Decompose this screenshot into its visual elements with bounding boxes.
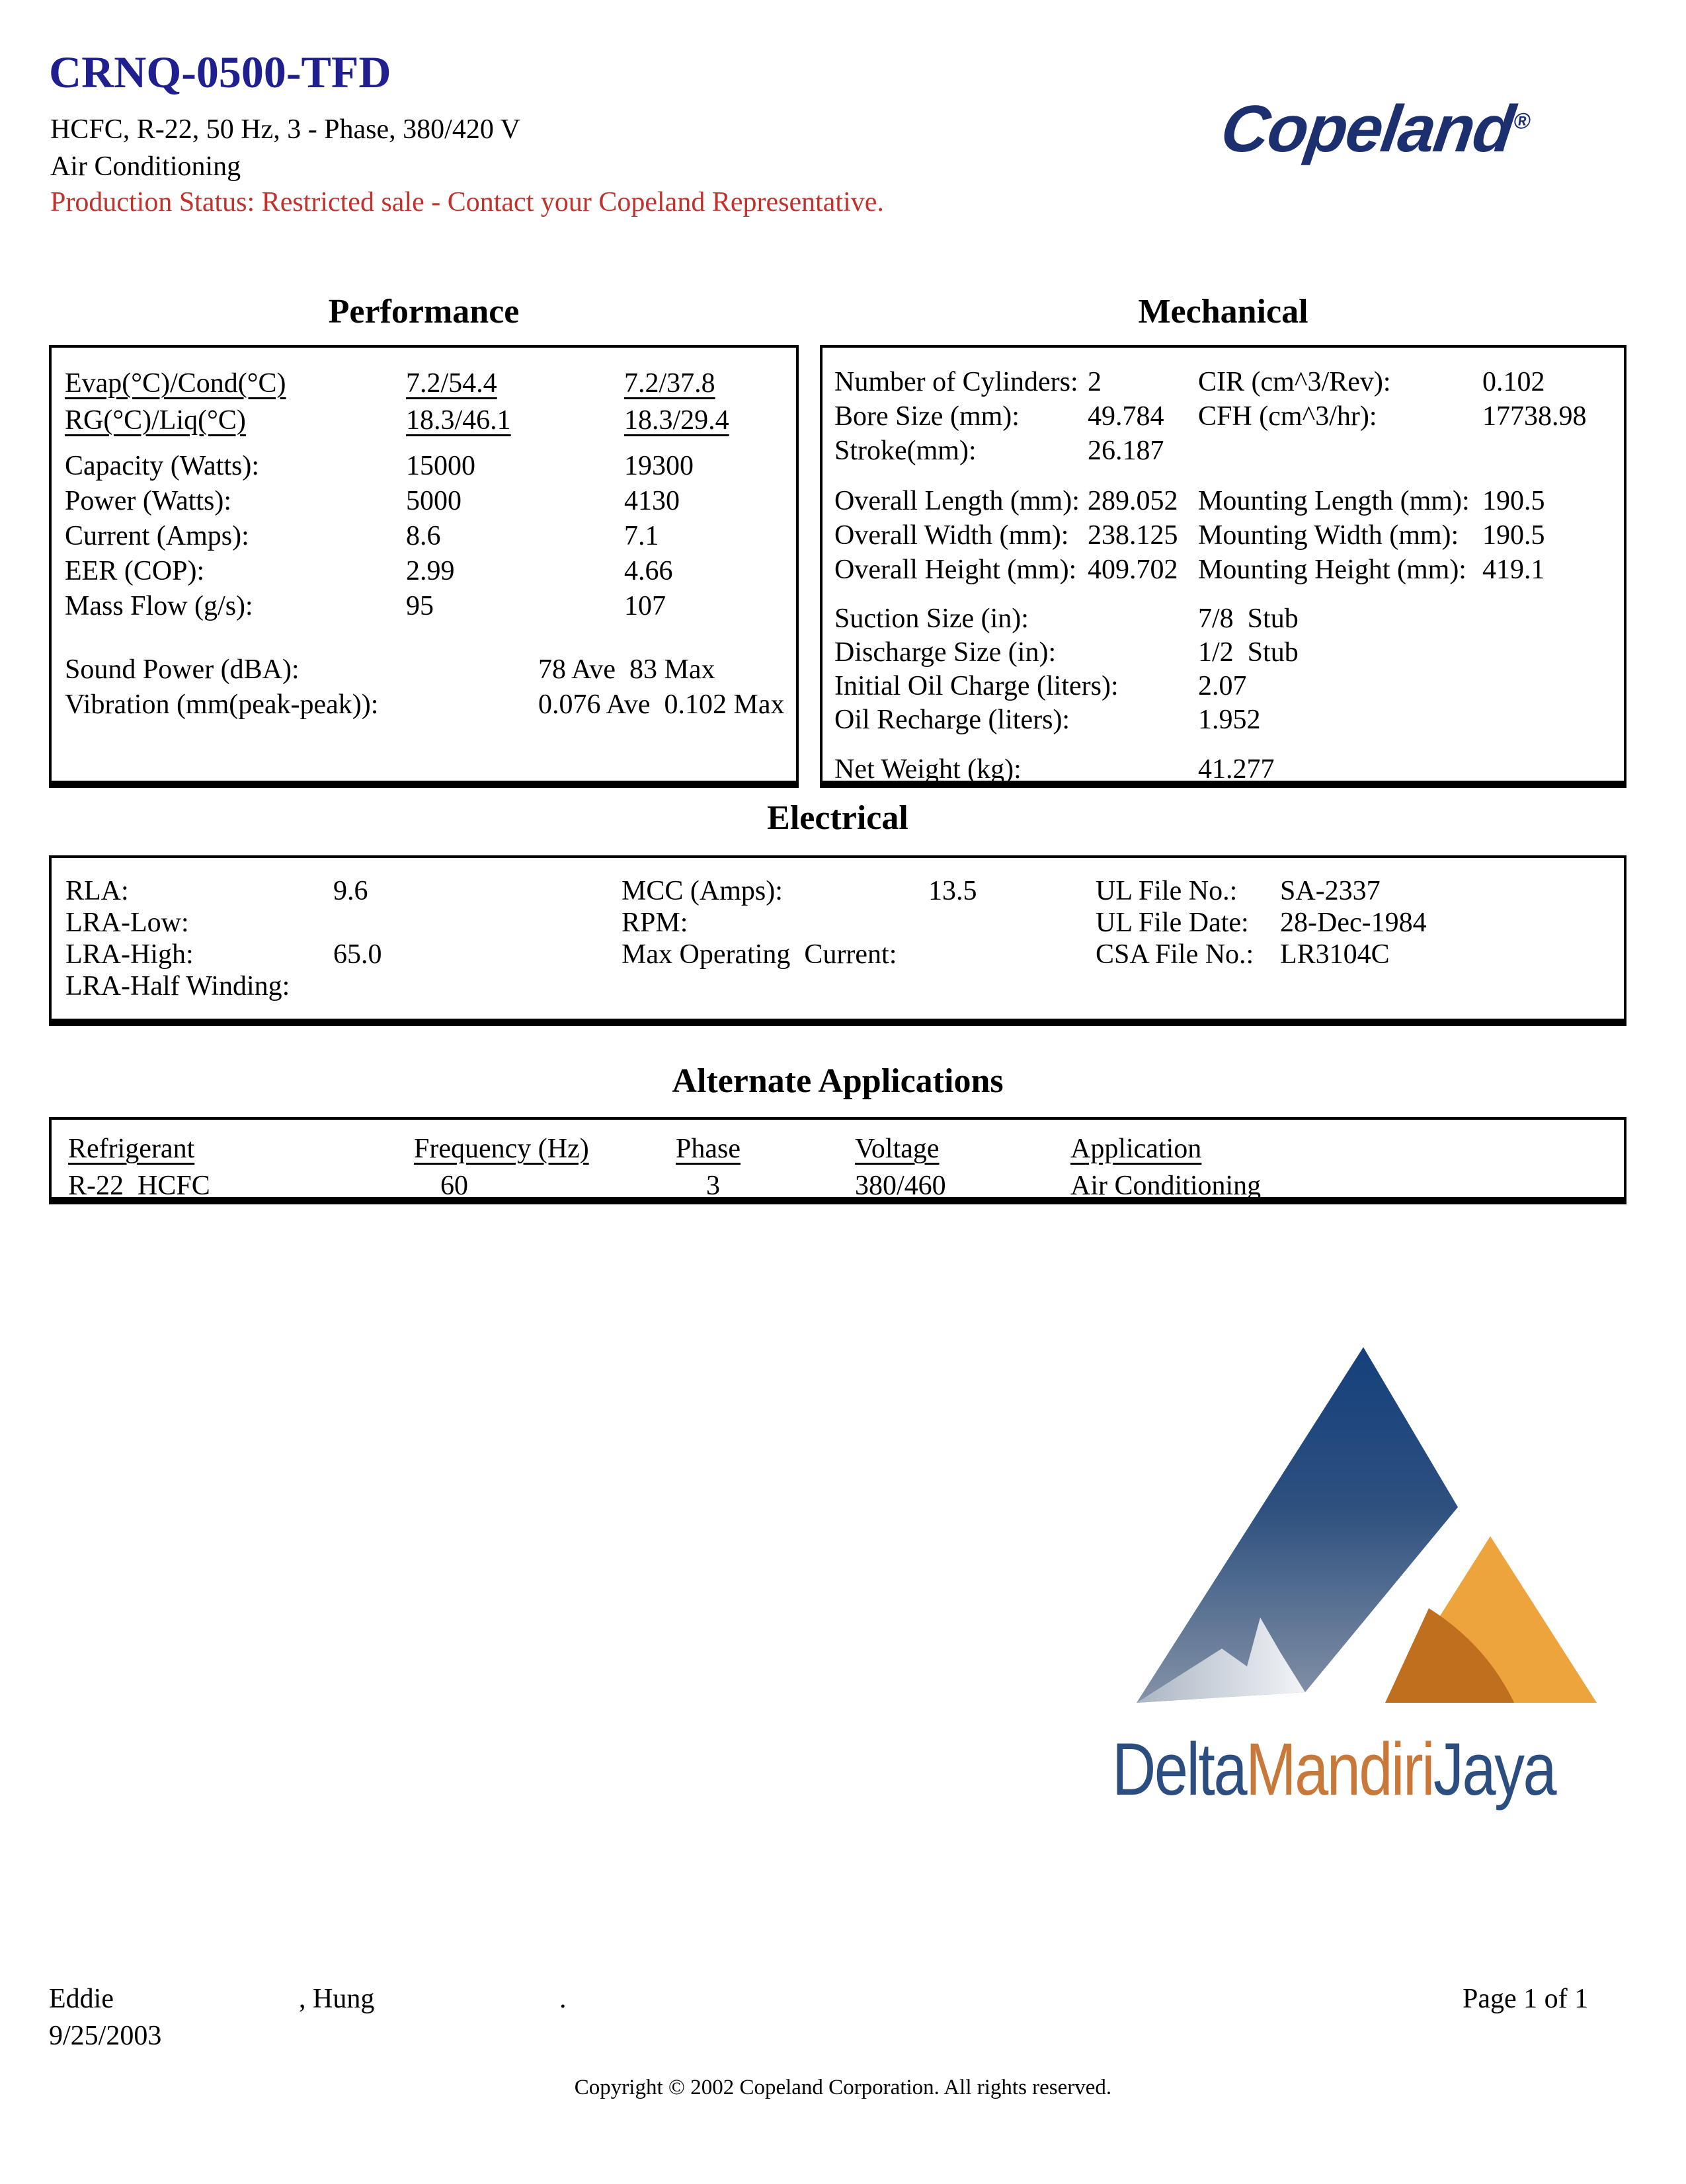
mech-label-right: Mounting Width (mm):	[1198, 520, 1459, 551]
alt-header-voltage: Voltage	[855, 1134, 940, 1164]
spacer	[834, 468, 1624, 484]
mech-label-left: Overall Height (mm):	[834, 555, 1077, 585]
alternate-header-row	[68, 1129, 1624, 1169]
mech-value: 1.952	[1198, 704, 1261, 735]
performance-metric-row	[65, 588, 796, 623]
elec-label-2: MCC (Amps):	[622, 876, 783, 906]
metric-value-2: 4130	[624, 485, 680, 516]
copeland-wordmark: Copeland	[1217, 92, 1518, 166]
mech-value-right: 419.1	[1482, 555, 1545, 585]
elec-label-1: LRA-Low:	[65, 908, 189, 938]
mechanical-row	[834, 602, 1624, 635]
mech-label-left: Stroke(mm):	[834, 436, 977, 466]
mechanical-row	[834, 484, 1624, 518]
mech-value-left: 238.125	[1088, 520, 1178, 551]
condition-value-1: 18.3/46.1	[406, 405, 511, 436]
refrigerant-subtitle: HCFC, R-22, 50 Hz, 3 - Phase, 380/420 V	[50, 114, 520, 145]
mechanical-row	[834, 518, 1624, 553]
metric-value-1: 2.99	[406, 555, 455, 586]
mech-label-left: Bore Size (mm):	[834, 401, 1020, 432]
logo-word-mandiri: Mandiri	[1246, 1728, 1434, 1811]
elec-label-1: RLA:	[65, 876, 129, 906]
extra-value: 78 Ave 83 Max	[538, 654, 715, 685]
mech-value: 41.277	[1198, 754, 1275, 785]
condition-label: RG(°C)/Liq(°C)	[65, 405, 246, 436]
mech-value-right: 17738.98	[1482, 401, 1587, 432]
performance-metric-row	[65, 518, 796, 553]
mech-value: 7/8 Stub	[1198, 603, 1299, 634]
mechanical-row	[834, 365, 1624, 399]
extra-value: 0.076 Ave 0.102 Max	[538, 689, 785, 720]
mechanical-section-title: Mechanical	[1138, 293, 1308, 331]
electrical-row	[65, 875, 1624, 907]
electrical-row	[65, 970, 1624, 1002]
performance-metric-row	[65, 448, 796, 483]
footer-date: 9/25/2003	[49, 2021, 162, 2051]
performance-condition-row	[65, 402, 796, 439]
performance-condition-row	[65, 365, 796, 402]
elec-label-3: CSA File No.:	[1096, 939, 1254, 970]
elec-value-3: 28-Dec-1984	[1280, 908, 1427, 938]
performance-metric-row	[65, 483, 796, 518]
mechanical-row	[834, 752, 1624, 786]
spacer	[65, 439, 796, 448]
electrical-row	[65, 939, 1624, 970]
mech-label-left: Number of Cylinders:	[834, 367, 1078, 397]
alt-header-frequency: Frequency (Hz)	[414, 1134, 589, 1164]
alt-frequency: 60	[440, 1171, 468, 1201]
metric-value-2: 4.66	[624, 555, 673, 586]
mech-label-right: CFH (cm^3/hr):	[1198, 401, 1377, 432]
extra-label: Sound Power (dBA):	[65, 654, 300, 685]
mechanical-row	[834, 669, 1624, 703]
elec-value-1: 65.0	[333, 939, 382, 970]
alt-header-refrigerant: Refrigerant	[68, 1134, 195, 1164]
mech-label: Initial Oil Charge (liters):	[834, 670, 1119, 701]
mechanical-row	[834, 553, 1624, 587]
alternate-box	[49, 1117, 1626, 1204]
performance-extra-row	[65, 652, 796, 687]
mech-value-left: 26.187	[1088, 436, 1164, 466]
spacer	[65, 623, 796, 652]
alternate-data-row	[68, 1169, 1624, 1203]
performance-section-title: Performance	[328, 293, 520, 331]
mech-value-left: 49.784	[1088, 401, 1164, 432]
condition-value-2: 7.2/37.8	[624, 368, 715, 399]
footer-name-first: Eddie	[49, 1984, 114, 2014]
mech-label-right: CIR (cm^3/Rev):	[1198, 367, 1391, 397]
metric-value-2: 19300	[624, 450, 694, 481]
electrical-row	[65, 907, 1624, 939]
elec-label-2: RPM:	[622, 908, 688, 938]
metric-value-2: 107	[624, 590, 666, 621]
mechanical-row	[834, 434, 1624, 468]
mech-label-right: Mounting Height (mm):	[1198, 555, 1466, 585]
electrical-section-title: Electrical	[767, 799, 908, 837]
elec-label-2: Max Operating Current:	[622, 939, 897, 970]
mechanical-row	[834, 635, 1624, 669]
mech-value: 1/2 Stub	[1198, 637, 1299, 668]
mech-label-left: Overall Length (mm):	[834, 486, 1080, 516]
delta-mandiri-jaya-wordmark	[1112, 1727, 1555, 1812]
mech-label: Oil Recharge (liters):	[834, 704, 1070, 735]
metric-label: Power (Watts):	[65, 485, 232, 516]
application-subtitle: Air Conditioning	[50, 151, 241, 182]
mech-value-right: 190.5	[1482, 520, 1545, 551]
delta-mandiri-jaya-logo-graphic	[1117, 1335, 1620, 1758]
mech-value: 2.07	[1198, 670, 1247, 701]
logo-blue-mountain	[1137, 1347, 1458, 1703]
metric-label: Current (Amps):	[65, 520, 249, 551]
alt-application: Air Conditioning	[1070, 1171, 1262, 1201]
electrical-box	[49, 855, 1626, 1026]
mech-value-right: 0.102	[1482, 367, 1545, 397]
metric-value-1: 5000	[406, 485, 462, 516]
mechanical-box	[820, 345, 1626, 788]
alt-refrigerant: R-22 HCFC	[68, 1171, 210, 1201]
metric-value-2: 7.1	[624, 520, 659, 551]
performance-metric-row	[65, 553, 796, 588]
mech-label: Suction Size (in):	[834, 603, 1029, 634]
spacer	[834, 587, 1624, 602]
performance-extra-row	[65, 687, 796, 722]
footer-dot: .	[559, 1984, 567, 2014]
page-title: CRNQ-0500-TFD	[49, 47, 391, 97]
alt-voltage: 380/460	[855, 1171, 946, 1201]
condition-value-2: 18.3/29.4	[624, 405, 729, 436]
mech-value-left: 409.702	[1088, 555, 1178, 585]
metric-value-1: 8.6	[406, 520, 441, 551]
performance-box	[49, 345, 799, 788]
elec-label-1: LRA-Half Winding:	[65, 971, 290, 1001]
mech-label: Net Weight (kg):	[834, 754, 1022, 785]
metric-value-1: 95	[406, 590, 434, 621]
extra-label: Vibration (mm(peak-peak)):	[65, 689, 379, 720]
alt-header-phase: Phase	[676, 1134, 741, 1164]
mech-value-left: 289.052	[1088, 486, 1178, 516]
mech-value-left: 2	[1088, 367, 1102, 397]
alt-header-application: Application	[1070, 1134, 1202, 1164]
logo-word-delta: Delta	[1112, 1728, 1246, 1811]
spacer	[834, 736, 1624, 752]
mech-label-left: Overall Width (mm):	[834, 520, 1069, 551]
elec-label-3: UL File Date:	[1096, 908, 1249, 938]
elec-value-3: SA-2337	[1280, 876, 1381, 906]
mechanical-row	[834, 399, 1624, 434]
registered-mark: ®	[1511, 108, 1532, 134]
copyright-notice: Copyright © 2002 Copeland Corporation. All rights reserved.	[574, 2076, 1112, 2099]
condition-label: Evap(°C)/Cond(°C)	[65, 368, 286, 399]
page-number: Page 1 of 1	[1463, 1984, 1589, 2014]
elec-value-2: 13.5	[928, 876, 977, 906]
elec-value-3: LR3104C	[1280, 939, 1390, 970]
metric-label: Mass Flow (g/s):	[65, 590, 253, 621]
mechanical-row	[834, 703, 1624, 736]
copeland-logo	[1217, 91, 1535, 167]
footer-name-last: , Hung	[299, 1984, 375, 2014]
production-status: Production Status: Restricted sale - Contact your Copeland Representative.	[50, 187, 884, 217]
mech-label: Discharge Size (in):	[834, 637, 1057, 668]
metric-value-1: 15000	[406, 450, 475, 481]
mech-label-right: Mounting Length (mm):	[1198, 486, 1470, 516]
logo-word-jaya: Jaya	[1433, 1728, 1556, 1811]
alt-phase: 3	[706, 1171, 720, 1201]
mech-value-right: 190.5	[1482, 486, 1545, 516]
elec-label-1: LRA-High:	[65, 939, 194, 970]
elec-value-1: 9.6	[333, 876, 368, 906]
metric-label: EER (COP):	[65, 555, 205, 586]
alternate-section-title: Alternate Applications	[672, 1062, 1004, 1100]
elec-label-3: UL File No.:	[1096, 876, 1238, 906]
condition-value-1: 7.2/54.4	[406, 368, 497, 399]
metric-label: Capacity (Watts):	[65, 450, 260, 481]
